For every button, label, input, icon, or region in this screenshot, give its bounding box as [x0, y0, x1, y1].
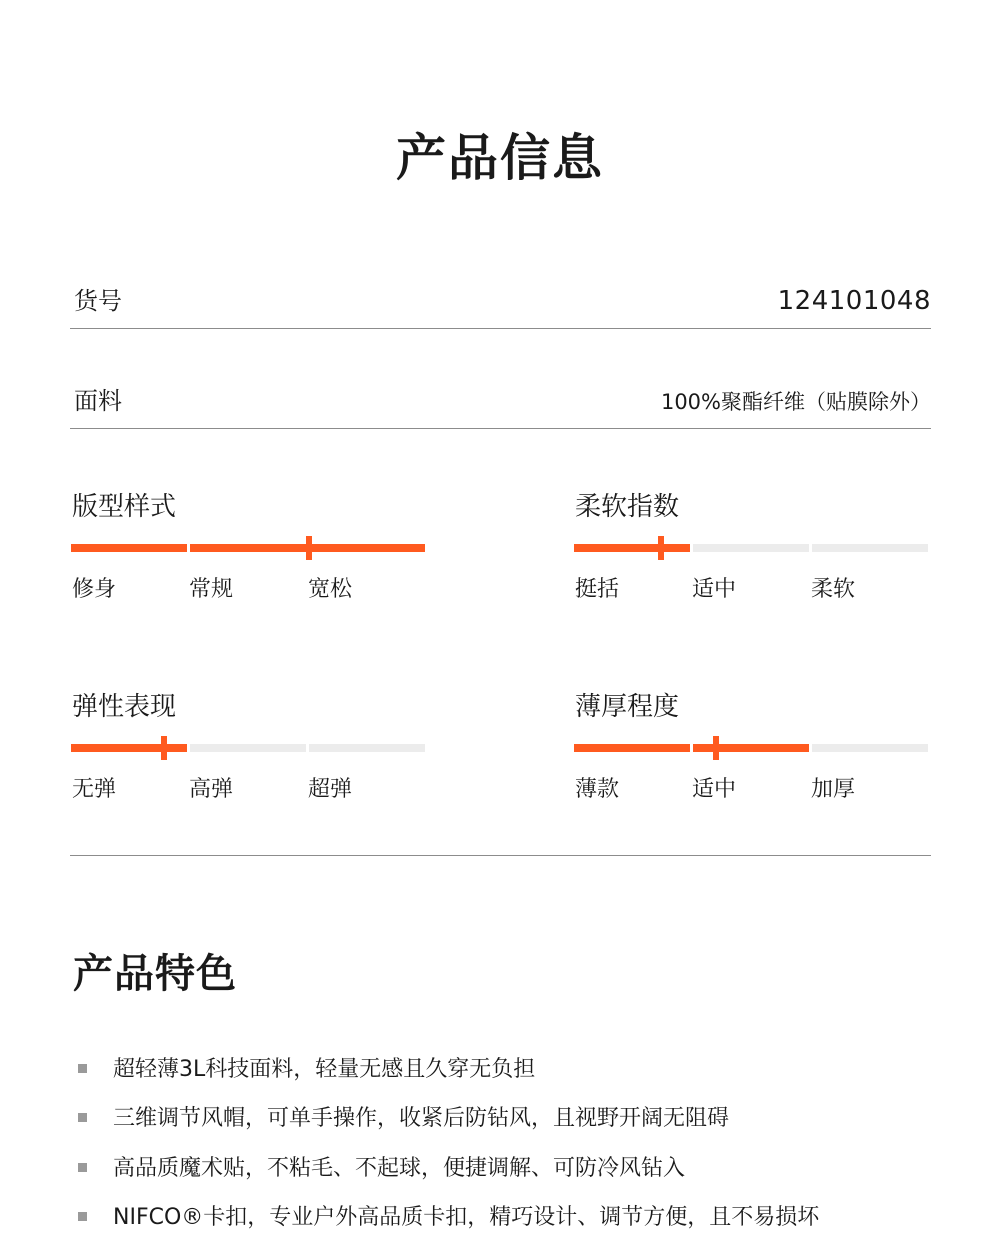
- scale-segment: [190, 744, 306, 752]
- features-title: 产品特色: [73, 951, 237, 997]
- scale-marker: [704, 736, 728, 760]
- feature-item: [78, 1101, 958, 1133]
- feature-item: [78, 1151, 958, 1183]
- scale-label: 柔软: [811, 577, 856, 602]
- scale-marker: [649, 536, 673, 560]
- feature-item: [78, 1052, 958, 1084]
- scale-label: 无弹: [72, 777, 117, 802]
- scale-segment: [574, 744, 690, 752]
- fabric-label: 面料: [74, 387, 122, 415]
- scale-marker: [297, 536, 321, 560]
- info-row-sku: [70, 268, 931, 329]
- scale-label: 适中: [692, 577, 737, 602]
- fabric-value: 100%聚酯纤维（贴膜除外）: [660, 390, 931, 414]
- scale-label: 挺括: [575, 577, 620, 602]
- sku-label: 货号: [74, 287, 122, 315]
- bullet-icon: [78, 1212, 87, 1221]
- scale-label: 修身: [72, 577, 117, 602]
- feature-item: [78, 1200, 958, 1232]
- bullet-icon: [78, 1113, 87, 1122]
- scale-label: 适中: [692, 777, 737, 802]
- section-divider: [70, 855, 931, 856]
- scale-label: 加厚: [811, 777, 856, 802]
- info-row-fabric: [70, 368, 931, 429]
- bullet-icon: [78, 1064, 87, 1073]
- scale-fit-title: 版型样式: [72, 492, 177, 522]
- scale-softness-title: 柔软指数: [575, 492, 680, 522]
- scale-label: 常规: [189, 577, 234, 602]
- scale-label: 薄款: [575, 777, 620, 802]
- scale-segment: [309, 744, 425, 752]
- feature-text: NIFCO®卡扣，专业户外高品质卡扣，精巧设计、调节方便，且不易损坏: [113, 1205, 820, 1230]
- scale-segment: [71, 544, 187, 552]
- scale-elasticity-title: 弹性表现: [72, 692, 177, 722]
- sku-value: 124101048: [777, 286, 931, 316]
- scale-segment: [812, 744, 928, 752]
- feature-text: 超轻薄3L科技面料，轻量无感且久穿无负担: [113, 1057, 536, 1082]
- scale-segment: [693, 544, 809, 552]
- feature-text: 高品质魔术贴，不粘毛、不起球，便捷调解、可防冷风钻入: [113, 1156, 686, 1181]
- feature-text: 三维调节风帽，可单手操作，收紧后防钻风，且视野开阔无阻碍: [113, 1106, 730, 1131]
- scale-segment: [190, 544, 306, 552]
- bullet-icon: [78, 1163, 87, 1172]
- scale-label: 宽松: [308, 577, 353, 602]
- scale-marker: [152, 736, 176, 760]
- scale-thickness-title: 薄厚程度: [575, 692, 680, 722]
- page-title: 产品信息: [396, 129, 604, 187]
- scale-segment: [812, 544, 928, 552]
- scale-label: 高弹: [189, 777, 234, 802]
- scale-label: 超弹: [308, 777, 353, 802]
- scale-segment: [309, 544, 425, 552]
